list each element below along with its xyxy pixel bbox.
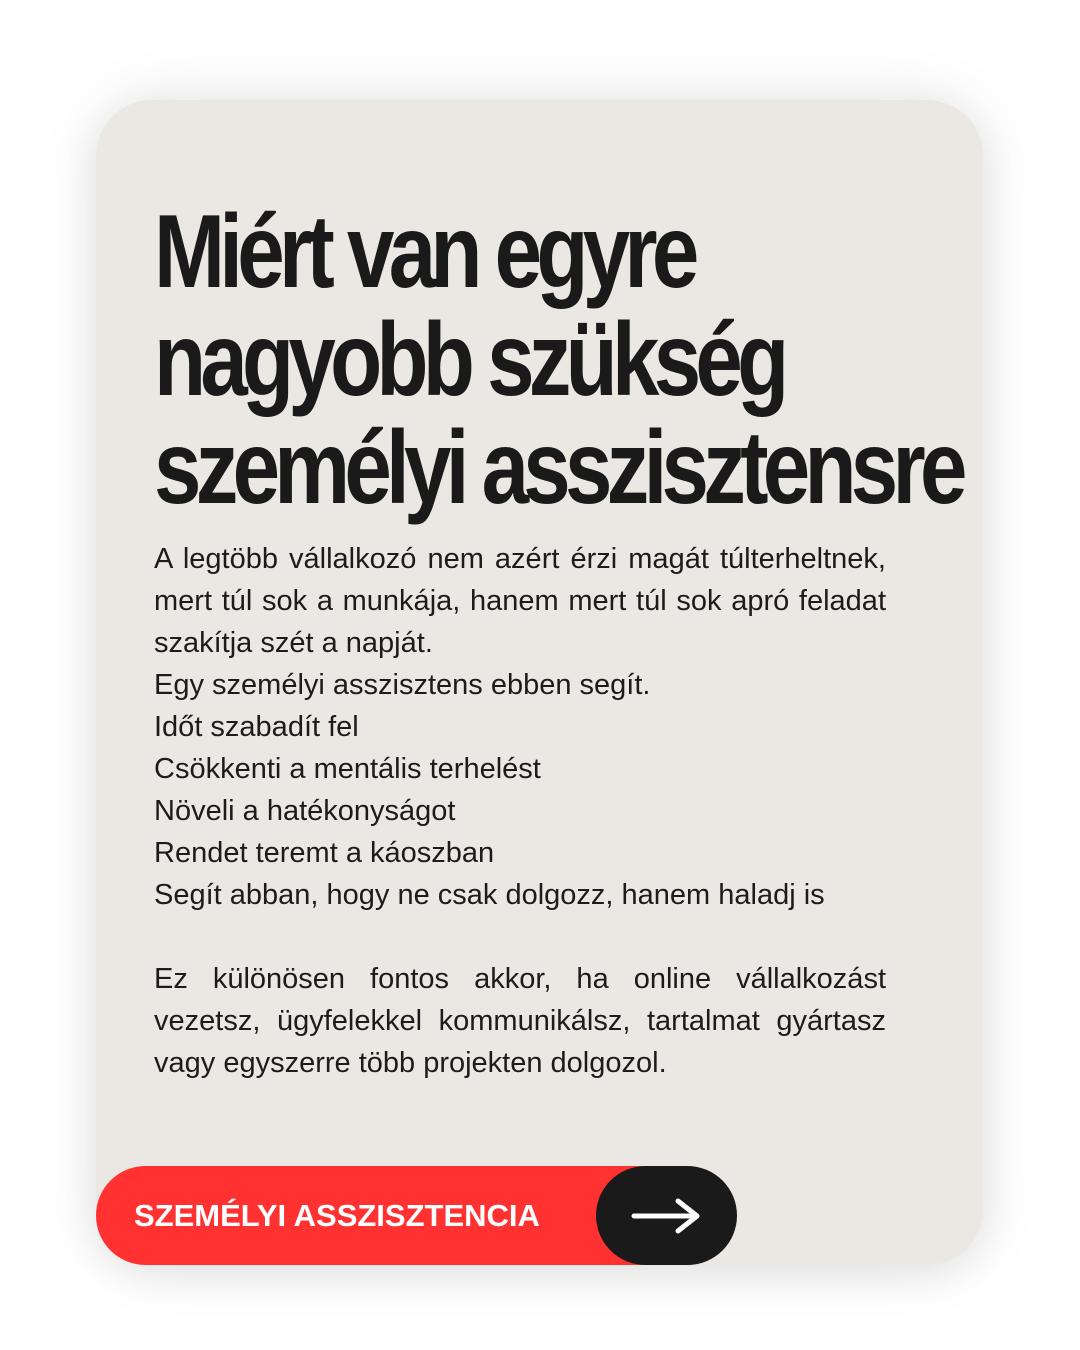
intro-paragraph: A legtöbb vállalkozó nem azért érzi magát túlterheltnek, mert túl sok a munkája, hanem mert túl sok apró feladat szakítja szét a napját. [154, 543, 886, 659]
paragraph-spacer [154, 916, 886, 958]
title-line-1: Miért van egyre [154, 194, 694, 310]
title-line-3: személyi asszisztensre [154, 410, 962, 526]
body-text [154, 538, 886, 1084]
benefit-item: Segít abban, hogy ne csak dolgozz, hanem haladj is [154, 879, 825, 911]
arrow-right-icon[interactable] [596, 1166, 737, 1265]
benefit-item: Időt szabadít fel [154, 711, 359, 743]
title-line-2: nagyobb szükség [154, 302, 784, 418]
cta-label: SZEMÉLYI ASSZISZTENCIA [134, 1198, 540, 1233]
benefit-item: Csökkenti a mentális terhelést [154, 753, 541, 785]
personal-assistance-button[interactable] [96, 1166, 736, 1265]
closing-paragraph: Ez különösen fontos akkor, ha online vállalkozást vezetsz, ügyfelekkel kommunikálsz, tartalmat gyártasz vagy egyszerre több projekten dolgozol. [154, 963, 886, 1079]
page-title [154, 194, 1034, 526]
benefit-item: Növeli a hatékonyságot [154, 795, 456, 827]
intro-lead: Egy személyi asszisztens ebben segít. [154, 669, 651, 701]
benefit-item: Rendet teremt a káoszban [154, 837, 495, 869]
